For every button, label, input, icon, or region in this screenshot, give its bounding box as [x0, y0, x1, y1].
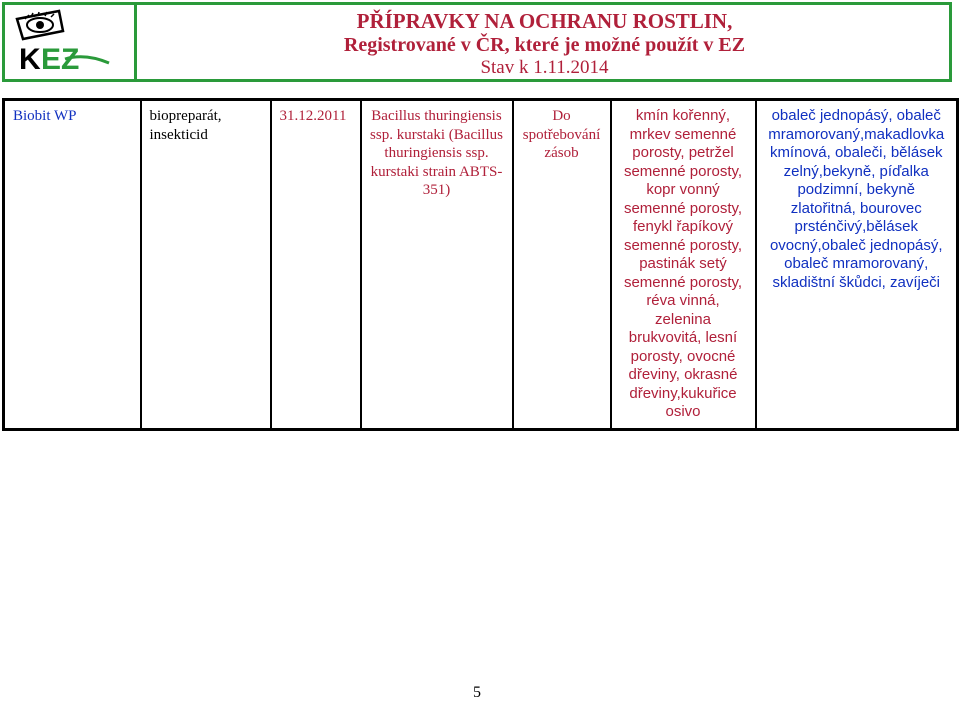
product-type: biopreparát, insekticid: [141, 100, 271, 430]
validity: Do spotřebování zásob: [513, 100, 611, 430]
product-name: Biobit WP: [4, 100, 141, 430]
kez-logo-icon: [5, 5, 131, 75]
logo: [5, 5, 137, 79]
svg-text:EZ: EZ: [41, 43, 80, 75]
header: [2, 2, 952, 82]
pests: obaleč jednopásý, obaleč mramorovaný,makadlovka kmínová, obaleči, bělásek zelný,bekyně, píďalka podzimní, bekyně zlatořitná, bourovec prsténčivý,bělásek ovocný,obaleč jednopásý, obaleč mramorovaný, skladištní škůdci, zavíječi: [768, 107, 945, 291]
title-line-2: Registrované v ČR, které je možné použít v EZ: [343, 34, 746, 56]
svg-text:K: K: [19, 43, 41, 75]
registration-date: 31.12.2011: [271, 100, 361, 430]
page-number: 5: [473, 684, 481, 701]
active-substance: Bacillus thuringiensis ssp. kurstaki (Bacillus thuringiensis ssp. kurstaki strain ABTS-351): [361, 100, 513, 430]
title-line-3: Stav k 1.11.2014: [480, 57, 609, 78]
title-block: [140, 5, 949, 79]
product-table: [2, 98, 959, 431]
title-line-1: PŘÍPRAVKY NA OCHRANU ROSTLIN,: [356, 9, 733, 33]
crops: kmín kořenný, mrkev semenné porosty, petržel semenné porosty, kopr vonný semenné porosty, fenykl řapíkový semenné porosty, pastinák setý semenné porosty, réva vinná, zelenina brukvovitá, lesní porosty, ovocné dřeviny, okrasné dřeviny,kukuřice osivo: [611, 100, 756, 430]
table-row: [4, 100, 958, 430]
